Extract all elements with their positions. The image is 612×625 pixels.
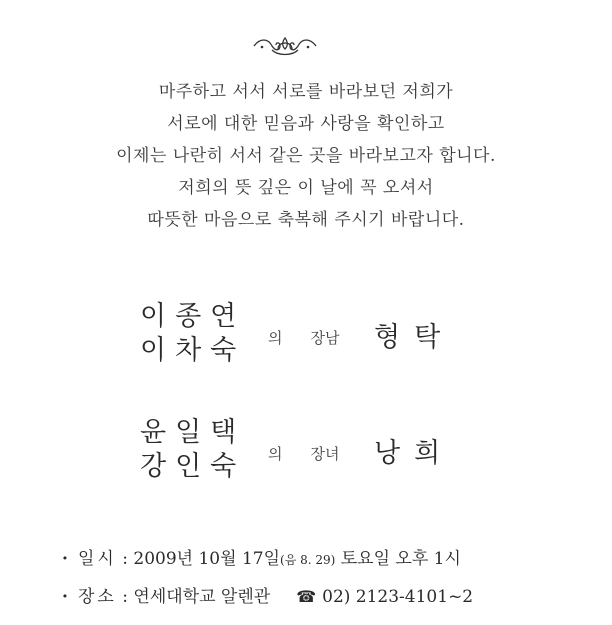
bride-mother-name: 강인숙 [140,451,246,482]
bride-parents [140,416,250,484]
place-label: 장소 [78,587,117,607]
message-line: 저희의 뜻 깊은 이 날에 꼭 오셔서 [178,178,434,198]
groom-family [0,300,612,380]
phone-number[interactable]: 02) 2123-4101~2 [322,587,474,607]
message-line: 마주하고 서서 서로를 바라보던 저희가 [158,82,454,102]
date-time: 토요일 오후 1시 [340,549,461,569]
bullet: · [62,587,68,607]
date-value: 2009년 10월 17일 [133,549,281,569]
invitation-message [0,76,612,236]
place-line: · 장소 : 연세대학교 알렌관 ☎ 02) 2123-4101~2 [62,578,602,616]
groom-parents [140,300,250,368]
message-line: 따뜻한 마음으로 축복해 주시기 바랍니다. [147,210,465,230]
date-line: · 일시 : 2009년 10월 17일(음 8. 29) 토요일 오후 1시 [62,540,602,578]
bride-family [0,416,612,496]
message-line: 서로에 대한 믿음과 사랑을 확인하고 [167,114,445,134]
bride-relation [268,439,339,469]
lunar-date: (음 8. 29) [280,553,336,567]
groom-mother-name: 이차숙 [140,335,246,366]
place-value: 연세대학교 알렌관 [133,587,271,607]
message-line: 이제는 나란히 서서 같은 곳을 바라보고자 합니다. [116,146,496,166]
phone-icon: ☎ [296,587,317,606]
relation-of-label: 의 [268,329,283,347]
relation-of-label: 의 [268,445,283,463]
groom-relation [268,323,339,353]
groom-name: 형탁 [374,322,455,353]
groom-father-name: 이종연 [140,301,246,332]
bullet: · [62,549,68,569]
date-label: 일시 [78,549,117,569]
event-details [62,540,602,616]
floral-ornament-icon [252,34,318,58]
relation-label: 장녀 [310,445,340,463]
bride-father-name: 윤일택 [140,417,246,448]
relation-label: 장남 [310,329,340,347]
bride-name: 낭희 [374,438,455,469]
